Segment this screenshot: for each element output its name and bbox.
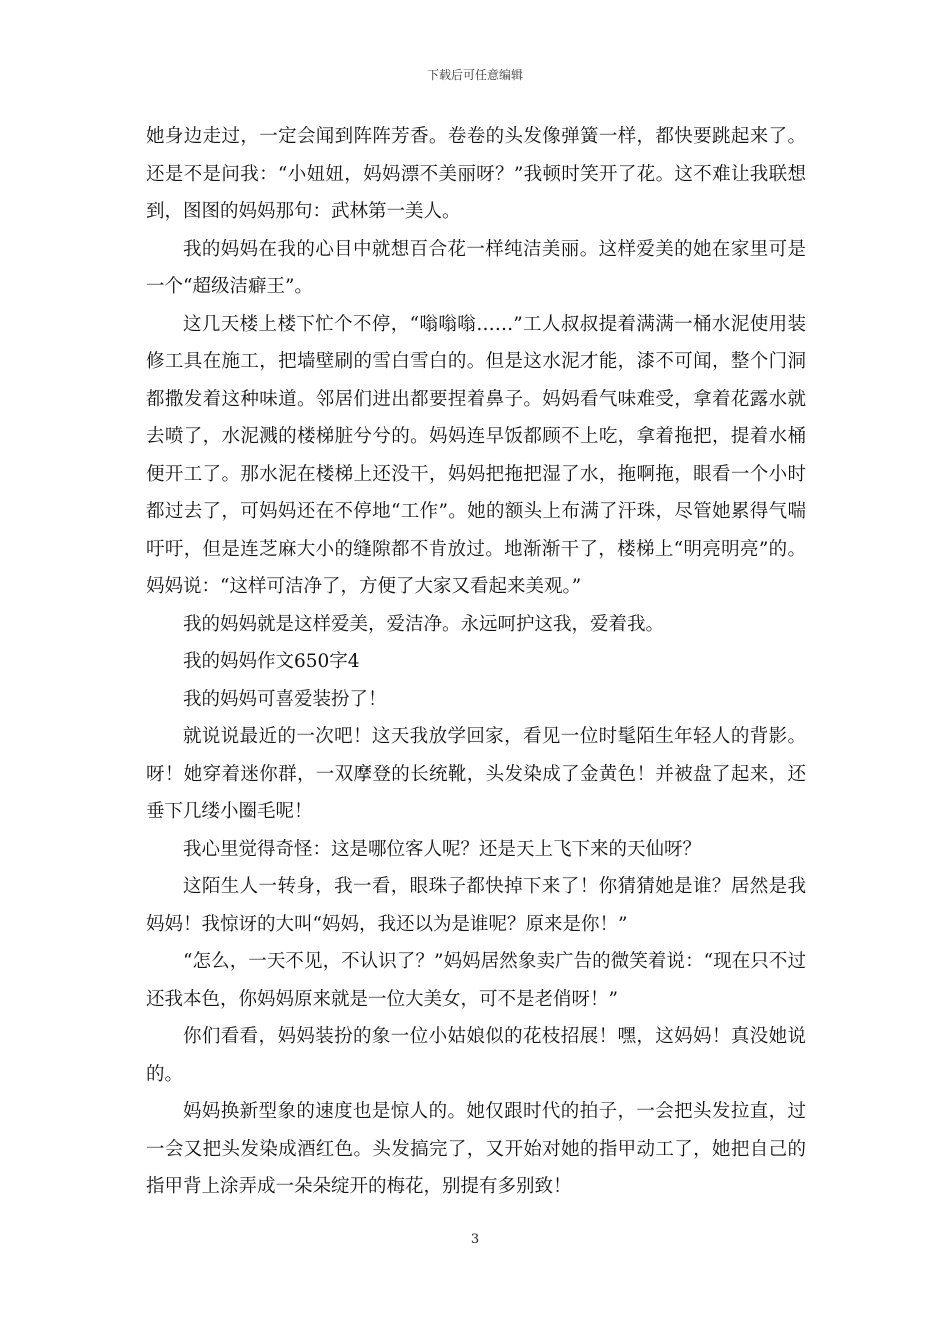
paragraph: 我的妈妈就是这样爱美，爱洁净。永远呵护这我，爱着我。 <box>183 613 665 635</box>
document-body <box>146 118 806 1206</box>
paragraph: 妈妈换新型象的速度也是惊人的。她仅跟时代的拍子，一会把头发拉直，过一会又把头发染成酒红色。头发搞完了，又开始对她的指甲动工了，她把自己的指甲背上涂弄成一朵朵绽开的梅花，别提有多别致！ <box>146 1101 806 1197</box>
paragraph: 我的妈妈在我的心目中就想百合花一样纯洁美丽。这样爱美的她在家里可是一个“超级洁癖王”。 <box>146 238 806 297</box>
page-number: 3 <box>470 1232 480 1247</box>
page-header: 下载后可任意编辑 <box>426 68 523 82</box>
paragraph: 你们看看，妈妈装扮的象一位小姑娘似的花枝招展！嘿，这妈妈！真没她说的。 <box>146 1026 806 1085</box>
paragraph: 这陌生人一转身，我一看，眼珠子都快掉下来了！你猜猜她是谁？居然是我妈妈！我惊讶的大叫“妈妈，我还以为是谁呢？原来是你！” <box>146 876 806 935</box>
paragraph: 她身边走过，一定会闻到阵阵芳香。卷卷的头发像弹簧一样，都快要跳起来了。还是不是问我：“小妞妞，妈妈漂不美丽呀？”我顿时笑开了花。这不难让我联想到，图图的妈妈那句：武林第一美人。 <box>146 126 806 222</box>
paragraph: 这几天楼上楼下忙个不停，“嗡嗡嗡……”工人叔叔提着满满一桶水泥使用装修工具在施工，把墙壁刷的雪白雪白的。但是这水泥才能，漆不可闻，整个门洞都撒发着这种味道。邻居们进出都要捏着鼻子。妈妈看气味难受，拿着花露水就去喷了，水泥溅的楼梯脏兮兮的。妈妈连早饭都顾不上吃，拿着拖把，提着水桶便开工了。那水泥在楼梯上还没干，妈妈把拖把湿了水，拖啊拖，眼看一个小时都过去了，可妈妈还在不停地“工作”。她的额头上布满了汗珠，尽管她累得气喘吁吁，但是连芝麻大小的缝隙都不肯放过。地渐渐干了，楼梯上“明亮明亮”的。妈妈说：“这样可洁净了，方便了大家又看起来美观。” <box>146 313 806 597</box>
paragraph: 就说说最近的一次吧！这天我放学回家，看见一位时髦陌生年轻人的背影。呀！她穿着迷你群，一双摩登的长统靴，头发染成了金黄色！并被盘了起来，还垂下几缕小圈毛呢！ <box>146 726 806 822</box>
section-title: 我的妈妈作文650字4 <box>183 651 360 672</box>
paragraph: “怎么，一天不见，不认识了？”妈妈居然象卖广告的微笑着说：“现在只不过还我本色，你妈妈原来就是一位大美女，可不是老俏呀！” <box>146 951 806 1010</box>
paragraph: 我的妈妈可喜爱装扮了！ <box>183 688 387 710</box>
paragraph: 我心里觉得奇怪：这是哪位客人呢？还是天上飞下来的天仙呀？ <box>183 838 702 860</box>
